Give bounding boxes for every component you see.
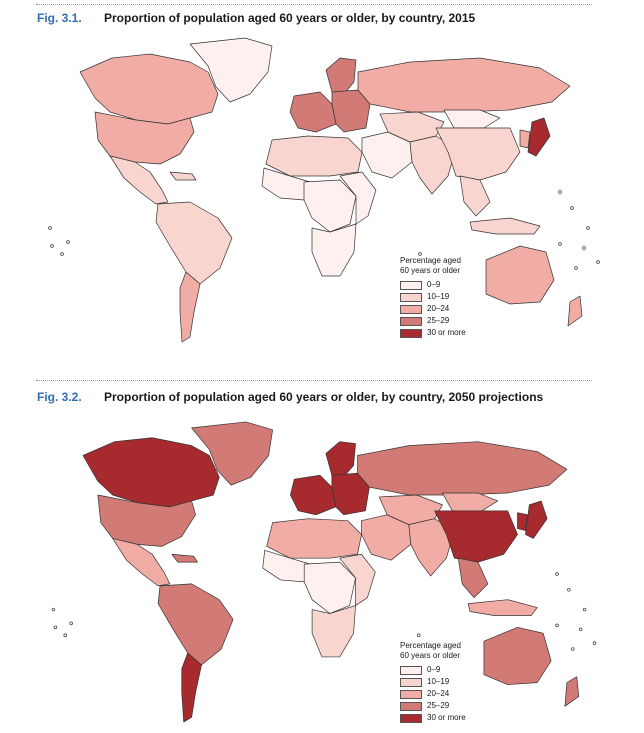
legend-label: 25–29 [427, 701, 450, 710]
legend-title-line2: 60 years or older [400, 651, 461, 660]
figure-panel-2050 [0, 372, 644, 733]
legend-label: 20–24 [427, 689, 450, 698]
island-marker [419, 253, 422, 256]
legend-swatch [400, 714, 422, 723]
legend-item [400, 712, 466, 724]
legend-label: 10–19 [427, 677, 450, 686]
map-region-north-africa [267, 519, 362, 559]
legend-swatch [400, 702, 422, 711]
map-region-korea [518, 513, 528, 531]
map-region-mongolia [444, 110, 500, 128]
legend-item [400, 303, 466, 315]
legend-item [400, 676, 466, 688]
map-region-korea [520, 130, 530, 148]
legend-swatch [400, 690, 422, 699]
island-marker [571, 207, 574, 210]
legend-label: 10–19 [427, 292, 450, 301]
legend-swatch [400, 666, 422, 675]
legend-item [400, 700, 466, 712]
legend-title-line2: 60 years or older [400, 266, 461, 275]
map-region-western-europe [290, 92, 336, 132]
island-marker [64, 634, 67, 637]
legend-title-line1: Percentage aged [400, 641, 461, 650]
map-region-southern-cone [182, 653, 202, 722]
island-marker [597, 261, 600, 264]
map-region-southeast-asia [460, 176, 490, 216]
figure-label: Fig. 3.1. [37, 11, 82, 25]
legend-label: 20–24 [427, 304, 450, 313]
island-marker [49, 227, 52, 230]
island-marker [583, 247, 586, 250]
map-region-central-africa [304, 180, 356, 232]
island-marker [559, 243, 562, 246]
legend-item [400, 291, 466, 303]
map-legend [400, 256, 466, 339]
map-region-southern-africa [312, 606, 355, 657]
legend-item [400, 279, 466, 291]
island-marker [54, 626, 57, 629]
legend-title-line1: Percentage aged [400, 256, 461, 265]
legend-swatch [400, 305, 422, 314]
island-marker [67, 241, 70, 244]
figure-top-rule [36, 380, 592, 381]
legend-swatch [400, 317, 422, 326]
island-marker [70, 622, 73, 625]
legend-label: 0–9 [427, 280, 441, 289]
map-region-south-america [158, 584, 233, 665]
island-marker [51, 245, 54, 248]
legend-label: 30 or more [427, 328, 466, 337]
map-region-indonesia [470, 218, 540, 234]
map-region-australia [484, 627, 551, 684]
map-region-north-africa [266, 136, 362, 176]
legend-label: 30 or more [427, 713, 466, 722]
figure-top-rule [36, 4, 592, 5]
map-region-japan [525, 501, 547, 539]
island-marker [575, 267, 578, 270]
map-region-russia [358, 442, 567, 495]
legend-swatch [400, 678, 422, 687]
legend-swatch [400, 329, 422, 338]
map-region-southern-cone [180, 272, 200, 342]
map-legend [400, 641, 466, 724]
legend-item [400, 688, 466, 700]
island-marker [556, 573, 559, 576]
legend-item [400, 327, 466, 339]
legend-item [400, 315, 466, 327]
island-marker [61, 253, 64, 256]
map-region-south-america [156, 202, 232, 284]
map-region-central-africa [304, 562, 355, 613]
legend-swatch [400, 293, 422, 302]
island-marker [593, 642, 596, 645]
figure-title: Proportion of population aged 60 years or older, by country, 2050 projections [104, 390, 544, 404]
map-region-southeast-asia [458, 558, 488, 598]
map-region-western-europe [290, 475, 335, 515]
map-region-japan [528, 118, 550, 156]
world-map-2015 [40, 32, 600, 352]
island-marker [587, 227, 590, 230]
map-region-indonesia [468, 600, 537, 616]
map-region-caribbean [170, 172, 196, 180]
legend-swatch [400, 281, 422, 290]
island-marker [571, 648, 574, 651]
legend-label: 0–9 [427, 665, 441, 674]
island-marker [583, 608, 586, 611]
map-region-mongolia [442, 493, 497, 511]
map-region-new-zealand [565, 677, 579, 707]
map-region-caribbean [172, 554, 198, 562]
island-marker [556, 624, 559, 627]
map-region-russia [358, 58, 570, 112]
map-region-new-zealand [568, 296, 582, 326]
island-marker [417, 634, 420, 637]
legend-item [400, 664, 466, 676]
island-marker [559, 191, 562, 194]
map-region-australia [486, 246, 554, 304]
world-map-2050 [40, 416, 600, 732]
island-marker [52, 608, 55, 611]
figure-label: Fig. 3.2. [37, 390, 82, 404]
island-marker [567, 588, 570, 591]
island-marker [579, 628, 582, 631]
figure-title: Proportion of population aged 60 years or older, by country, 2015 [104, 11, 476, 25]
map-region-southern-africa [312, 224, 356, 276]
legend-label: 25–29 [427, 316, 450, 325]
